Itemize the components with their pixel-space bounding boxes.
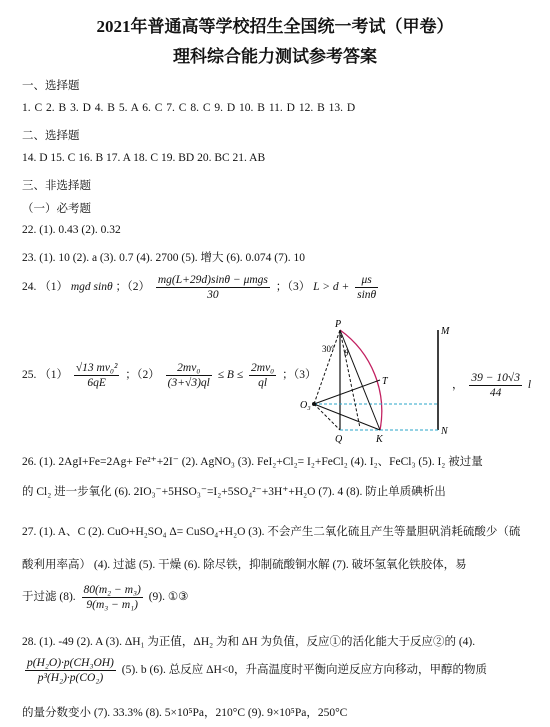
label-p: P bbox=[335, 319, 342, 330]
q25-answer-4 bbox=[452, 372, 531, 399]
q24-answer-2-fraction bbox=[156, 274, 270, 301]
answer-q23: 23. (1). 10 (2). a (3). 0.7 (4). 2700 (5). 增大 (6). 0.074 (7). 10 bbox=[22, 252, 305, 264]
answer-q27-line1: 27. (1). A、C (2). CuO+H₂SO₄ Δ= CuSO₄+H₂O (3). 不会产生二氧化硫且产生等量胆矾消耗硫酸少（硫 bbox=[22, 526, 521, 538]
q25-answer-1-fraction bbox=[74, 362, 120, 389]
q25-part1-label: （1） bbox=[39, 369, 68, 382]
q27-numerator: 80(m₂ − m₃) bbox=[83, 584, 141, 596]
q24-answer-3-prefix: L > d + bbox=[313, 281, 350, 294]
q25-answer-1-denominator: 6qE bbox=[87, 377, 106, 389]
q28-denominator: p³(H₂)·p(CO₂) bbox=[37, 672, 104, 684]
q25-answer-4-denominator: 44 bbox=[489, 387, 502, 399]
line-ok bbox=[314, 404, 380, 430]
answer-q25 bbox=[22, 362, 317, 389]
section-heading-choice: 一、选择题 bbox=[22, 80, 80, 92]
section-heading-nonchoice: 三、非选择题 bbox=[22, 180, 91, 192]
q25-label: 25. bbox=[22, 369, 37, 382]
label-o3: O₃ bbox=[300, 400, 311, 411]
page-title: 2021年普通高等学校招生全国统一考试（甲卷） bbox=[96, 17, 454, 36]
line-oq bbox=[314, 404, 340, 430]
page-subtitle: 理科综合能力测试参考答案 bbox=[173, 47, 377, 66]
label-k: K bbox=[376, 434, 383, 445]
q24-part2-label: ；（2） bbox=[115, 281, 150, 294]
q25-answer-2-inequality: ≤ B ≤ bbox=[217, 369, 244, 382]
q25-part3-label: ；（3） bbox=[282, 369, 317, 382]
q24-part1-label: （1） bbox=[39, 281, 68, 294]
q27-post: (9). ①③ bbox=[148, 591, 189, 604]
q24-answer-2-denominator: 30 bbox=[207, 289, 219, 301]
line-op bbox=[314, 330, 340, 404]
q27-fraction bbox=[82, 584, 143, 611]
choice-answers-2: 14. D 15. C 16. B 17. A 18. C 19. BD 20. BC 21. AB bbox=[22, 152, 266, 164]
q24-label: 24. bbox=[22, 281, 37, 294]
q28-post: (5). b (6). 总反应 ΔH<0，升高温度时平衡向逆反应方向移动，甲醇的物质 bbox=[121, 664, 488, 677]
answer-q27-line2: 酸利用率高） (4). 过滤 (5). 干燥 (6). 除尽铁，抑制硫酸铜水解 (7). 破坏氢氧化铁胶体，易 bbox=[22, 559, 467, 571]
q25-answer-4-unit: l bbox=[527, 379, 532, 392]
line-ot bbox=[314, 380, 380, 404]
answer-q28-line1: 28. (1). -49 (2). A (3). ΔH₁ 为正值，ΔH₂ 为和 ΔH 为负值，反应①的活化能大于反应②的 (4). bbox=[22, 636, 476, 648]
label-m: M bbox=[441, 326, 450, 337]
answer-q27-line3 bbox=[22, 584, 188, 611]
q24-answer-3-fraction bbox=[355, 274, 378, 301]
q25-answer-4-numerator: 39 − 10√3 bbox=[471, 372, 520, 384]
q25-answer-1-numerator: √13 mv₀² bbox=[75, 362, 118, 374]
section-heading-choice-2: 二、选择题 bbox=[22, 130, 80, 142]
q25-answer-2-lower-denominator: (3+√3)ql bbox=[167, 377, 210, 389]
q25-answer-2-upper-denominator: ql bbox=[258, 377, 268, 389]
answer-q28-line3: 的量分数变小 (7). 33.3% (8). 5×10⁵Pa，210°C (9). 9×10⁵Pa，250°C bbox=[22, 707, 348, 719]
q25-answer-2-upper-numerator: 2mv₀ bbox=[251, 362, 275, 374]
answer-q28-line2 bbox=[22, 657, 487, 684]
q28-numerator: p(H₂O)·p(CH₃OH) bbox=[27, 657, 114, 669]
q28-fraction bbox=[25, 657, 116, 684]
label-t: T bbox=[382, 376, 388, 387]
label-theta: θ bbox=[344, 348, 349, 358]
answer-q22: 22. (1). 0.43 (2). 0.32 bbox=[22, 224, 121, 236]
label-q: Q bbox=[335, 434, 343, 445]
q25-answer-2-lower-numerator: 2mv₀ bbox=[166, 362, 212, 376]
point-o3 bbox=[312, 402, 316, 406]
q25-figure bbox=[300, 318, 465, 448]
q24-part3-label: ；（3） bbox=[275, 281, 311, 294]
q25-answer-2-lower-fraction bbox=[166, 362, 212, 389]
q27-denominator: 9(m₃ − m₁) bbox=[86, 599, 138, 611]
q24-answer-2-numerator: mg(L+29d)sinθ − μmgs bbox=[157, 274, 268, 286]
q24-answer-3-denominator: sinθ bbox=[357, 289, 377, 301]
answer-q26-line2: 的 Cl₂ 进一步氧化 (6). 2IO₃⁻+5HSO₃⁻=I₂+5SO₄²⁻+3H⁺+H₂O (7). 4 (8). 防止单质碘析出 bbox=[22, 486, 446, 498]
q25-answer-2-upper-fraction bbox=[249, 362, 276, 389]
q25-separator: ， bbox=[452, 379, 464, 392]
label-n: N bbox=[441, 426, 448, 437]
answer-q26-line1: 26. (1). 2AgI+Fe=2Ag+ Fe²⁺+2I⁻ (2). AgNO₃ (3). FeI₂+Cl₂= I₂+FeCl₂ (4). I₂、FeCl₃ (5). I₂ 被过量 bbox=[22, 456, 483, 468]
choice-answers-1: 1. C 2. B 3. D 4. B 5. A 6. C 7. C 8. C 9. D 10. B 11. D 12. B 13. D bbox=[22, 102, 356, 114]
label-30deg: 30° bbox=[322, 344, 335, 354]
q27-pre: 于过滤 (8). bbox=[22, 591, 76, 604]
q25-answer-4-fraction bbox=[469, 372, 522, 399]
section-heading-required: （一）必考题 bbox=[22, 203, 91, 215]
q24-answer-1: mgd sinθ bbox=[70, 281, 113, 294]
line-pk bbox=[340, 330, 380, 430]
q24-answer-3-numerator: μs bbox=[355, 274, 378, 288]
q25-part2-label: ；（2） bbox=[125, 369, 160, 382]
answer-q24 bbox=[22, 274, 381, 301]
